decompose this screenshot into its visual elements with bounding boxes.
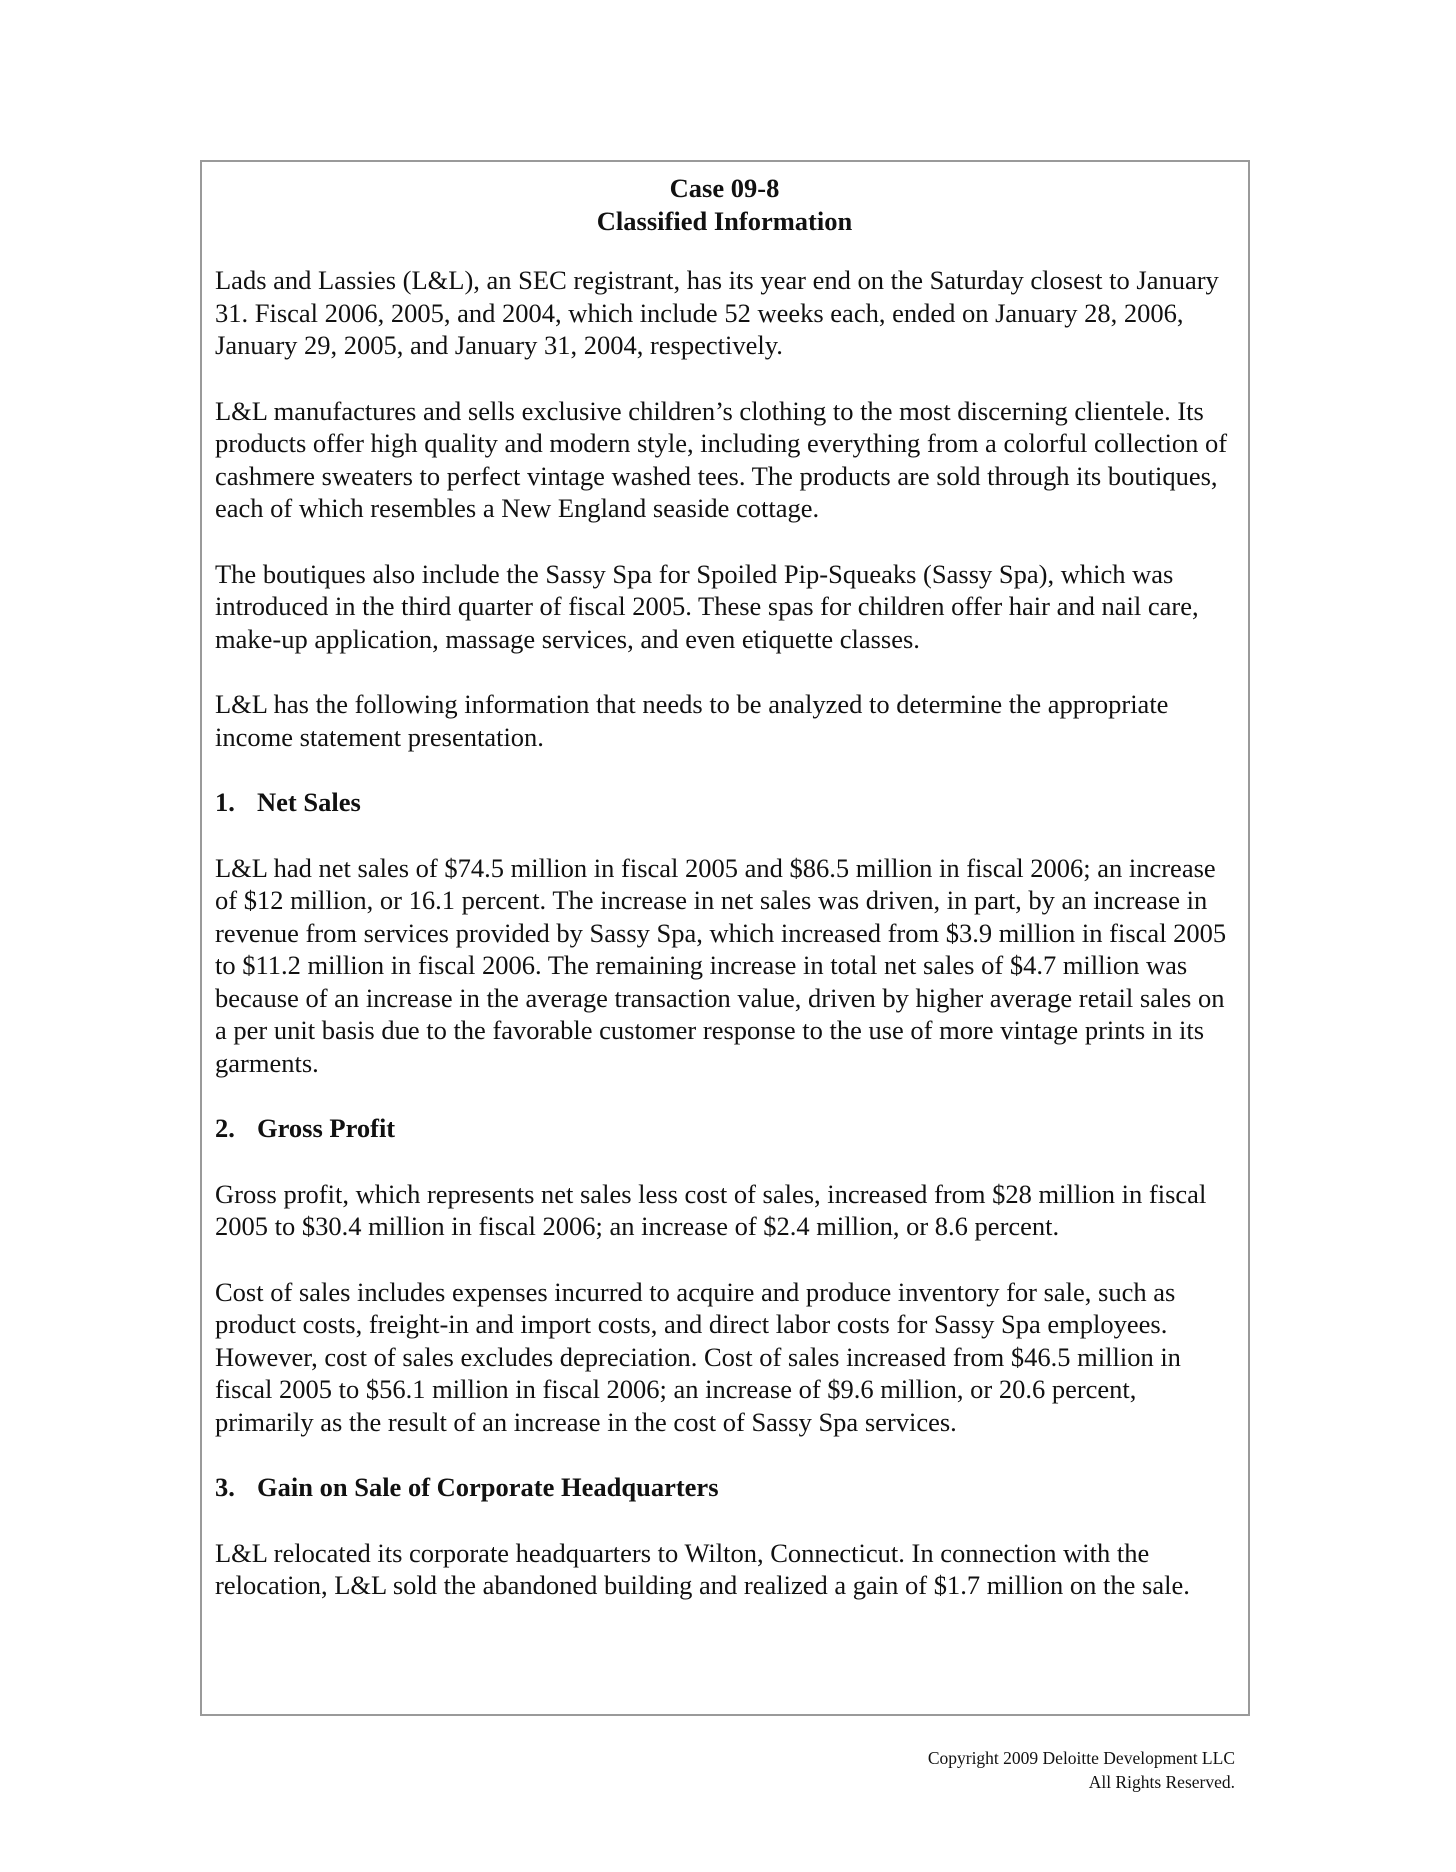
- section-title: Net Sales: [257, 787, 361, 817]
- spacer: [215, 525, 1234, 558]
- spacer: [215, 362, 1234, 395]
- spacer: [215, 1504, 1234, 1537]
- spacer: [215, 238, 1234, 264]
- copyright-notice: [928, 1746, 1235, 1794]
- net-sales-paragraph: L&L had net sales of $74.5 million in fiscal 2005 and $86.5 million in fiscal 2006; an increase of $12 million, or 16.1 percent. The increase in net sales was driven, in part, by an increase in revenue from services provided by Sassy Spa, which increased from $3.9 million in fiscal 2005 to $11.2 million in fiscal 2006. The remaining increase in total net sales of $4.7 million was because of an increase in the average transaction value, driven by higher average retail sales on a per unit basis due to the favorable customer response to the use of more vintage prints in its garments.: [215, 852, 1227, 1078]
- case-document-frame: [200, 160, 1250, 1716]
- section-title: Gross Profit: [257, 1113, 396, 1143]
- intro-paragraph-2: L&L manufactures and sells exclusive children’s clothing to the most discerning clientele. Its products offer high quality and modern style, including everything from a colorful collection of cashmere sweaters to perfect vintage washed tees. The products are sold through its boutiques, each of which resembles a New England seaside cottage.: [215, 395, 1228, 523]
- section-heading-net-sales: [215, 786, 1234, 819]
- copyright-line: Copyright 2009 Deloitte Development LLC: [927, 1748, 1235, 1768]
- spacer: [215, 1145, 1234, 1178]
- intro-paragraph-1: Lads and Lassies (L&L), an SEC registrant, has its year end on the Saturday closest to January 31. Fiscal 2006, 2005, and 2004, which include 52 weeks each, ended on January 28, 2006, January 29, 2005, and January 31, 2004, respectively.: [215, 265, 1219, 360]
- gain-on-sale-paragraph: L&L relocated its corporate headquarters to Wilton, Connecticut. In connection with the relocation, L&L sold the abandoned building and realized a gain of $1.7 million on the sale.: [215, 1537, 1190, 1600]
- spacer: [215, 1079, 1234, 1112]
- section-heading-gross-profit: [215, 1112, 1234, 1145]
- intro-paragraph-4: L&L has the following information that needs to be analyzed to determine the appropriate income statement presentation.: [215, 689, 1169, 752]
- gross-profit-paragraph-2: Cost of sales includes expenses incurred to acquire and produce inventory for sale, such as product costs, freight-in and import costs, and direct labor costs for Sassy Spa employees. However, cost of sales excludes depreciation. Cost of sales increased from $46.5 million in fiscal 2005 to $56.1 million in fiscal 2006; an increase of $9.6 million, or 20.6 percent, primarily as the result of an increase in the cost of Sassy Spa services.: [215, 1276, 1181, 1437]
- spacer: [215, 1243, 1234, 1276]
- spacer: [215, 753, 1234, 786]
- section-title: Gain on Sale of Corporate Headquarters: [257, 1472, 719, 1502]
- gross-profit-paragraph-1: Gross profit, which represents net sales less cost of sales, increased from $28 million in fiscal 2005 to $30.4 million in fiscal 2006; an increase of $2.4 million, or 8.6 percent.: [215, 1178, 1207, 1241]
- rights-reserved-line: All Rights Reserved.: [1088, 1772, 1235, 1792]
- section-number: 3.: [215, 1472, 235, 1502]
- section-number: 2.: [215, 1113, 235, 1143]
- spacer: [215, 1438, 1234, 1471]
- case-title: Classified Information: [596, 206, 853, 236]
- section-heading-gain-on-sale: [215, 1471, 1234, 1504]
- section-number: 1.: [215, 787, 235, 817]
- case-number: Case 09-8: [669, 173, 780, 203]
- spacer: [215, 655, 1234, 688]
- spacer: [215, 819, 1234, 852]
- intro-paragraph-3: The boutiques also include the Sassy Spa for Spoiled Pip-Squeaks (Sassy Spa), which was introduced in the third quarter of fiscal 2005. These spas for children offer hair and nail care, make-up application, massage services, and even etiquette classes.: [215, 558, 1199, 654]
